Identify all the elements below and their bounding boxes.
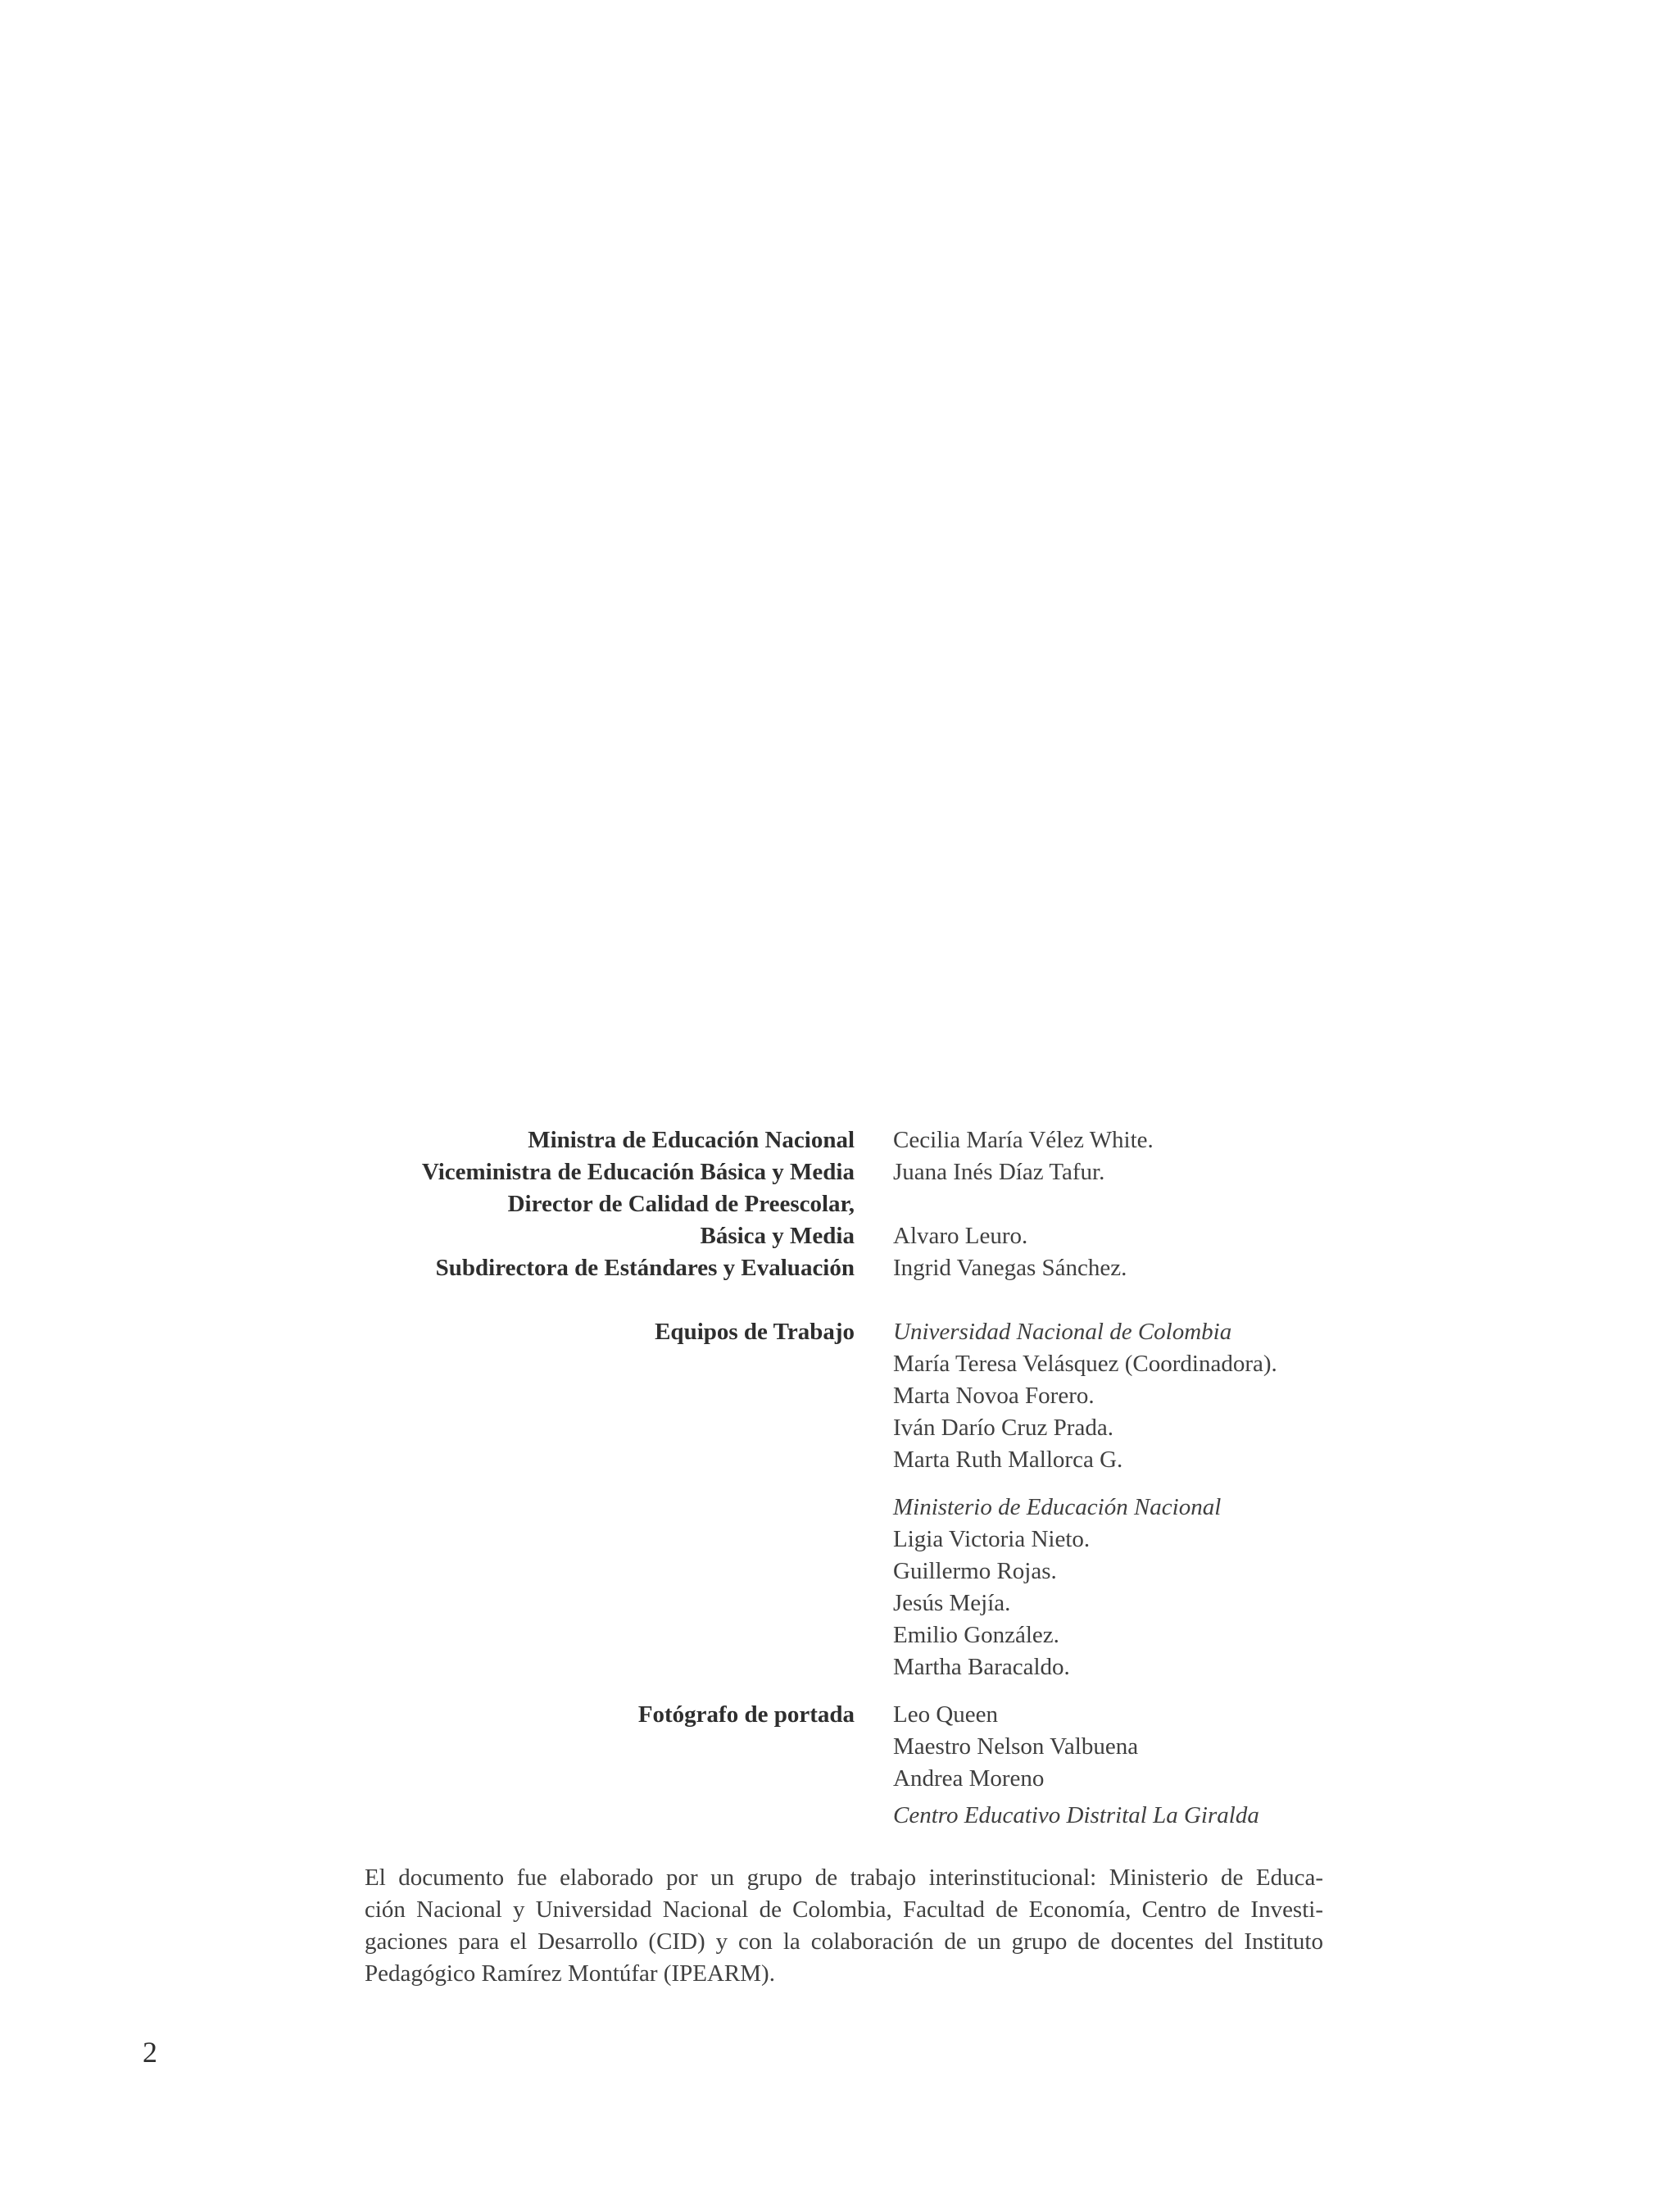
team-unal-member xyxy=(0,1380,1678,1412)
document-note-paragraph xyxy=(365,1862,1323,1990)
fotografo-name: Maestro Nelson Valbuena xyxy=(893,1733,1139,1760)
credit-row-director-line1 xyxy=(0,1188,1678,1220)
team-unal-member xyxy=(0,1444,1678,1476)
spacer xyxy=(0,1476,1678,1492)
spacer xyxy=(0,1284,1678,1316)
credit-row-director-line2 xyxy=(0,1220,1678,1252)
team-member-name: Jesús Mejía. xyxy=(893,1590,1011,1616)
team-men-member xyxy=(0,1619,1678,1651)
team-member-name: Guillermo Rojas. xyxy=(893,1558,1057,1584)
director-label-line1: Director de Calidad de Preescolar, xyxy=(507,1191,855,1217)
team-men-member xyxy=(0,1556,1678,1587)
team-member-name: Ligia Victoria Nieto. xyxy=(893,1526,1091,1552)
credit-row-equipos xyxy=(0,1316,1678,1348)
viceministra-name: Juana Inés Díaz Tafur. xyxy=(893,1159,1105,1185)
fotografo-institution-row xyxy=(0,1800,1678,1832)
team-men-header xyxy=(0,1492,1678,1524)
team-member-name: Marta Ruth Mallorca G. xyxy=(893,1447,1123,1473)
credit-row-ministra xyxy=(0,1124,1678,1156)
team-men-member xyxy=(0,1524,1678,1556)
team-member-name: Emilio González. xyxy=(893,1622,1059,1648)
fotografo-name: Andrea Moreno xyxy=(893,1765,1045,1792)
paragraph-line: El documento fue elaborado por un grupo de trabajo interinstitucional: Ministerio de Educa- xyxy=(365,1865,1323,1891)
ministra-name: Cecilia María Vélez White. xyxy=(893,1127,1154,1153)
team-member-name: María Teresa Velásquez (Coordinadora). xyxy=(893,1351,1277,1377)
paragraph-line: Pedagógico Ramírez Montúfar (IPEARM). xyxy=(365,1960,775,1987)
team-member-name: Martha Baracaldo. xyxy=(893,1654,1070,1680)
credits-block xyxy=(0,1124,1678,1832)
fotografo-name: Leo Queen xyxy=(893,1701,999,1728)
subdirectora-label: Subdirectora de Estándares y Evaluación xyxy=(435,1255,855,1281)
director-label-line2: Básica y Media xyxy=(700,1223,855,1249)
credit-row-viceministra xyxy=(0,1156,1678,1188)
equipos-label: Equipos de Trabajo xyxy=(655,1319,855,1345)
fotografo-label: Fotógrafo de portada xyxy=(637,1701,855,1728)
team-men-member xyxy=(0,1651,1678,1683)
paragraph-line: ción Nacional y Universidad Nacional de Colombia, Facultad de Economía, Centro de Investi- xyxy=(365,1896,1323,1923)
team-member-name: Iván Darío Cruz Prada. xyxy=(893,1415,1113,1441)
director-name: Alvaro Leuro. xyxy=(893,1223,1028,1249)
ministra-label: Ministra de Educación Nacional xyxy=(528,1127,855,1153)
team-unal-institution: Universidad Nacional de Colombia xyxy=(893,1319,1232,1345)
team-unal-member xyxy=(0,1348,1678,1380)
team-men-member xyxy=(0,1587,1678,1619)
fotografo-institution: Centro Educativo Distrital La Giralda xyxy=(893,1802,1259,1828)
page-number: 2 xyxy=(143,2036,157,2069)
viceministra-label: Viceministra de Educación Básica y Media xyxy=(421,1159,855,1185)
fotografo-row xyxy=(0,1763,1678,1795)
team-unal-member xyxy=(0,1412,1678,1444)
credit-row-fotografo xyxy=(0,1699,1678,1731)
subdirectora-name: Ingrid Vanegas Sánchez. xyxy=(893,1255,1127,1281)
fotografo-row xyxy=(0,1731,1678,1763)
spacer xyxy=(0,1683,1678,1699)
paragraph-line: gaciones para el Desarrollo (CID) y con la colaboración de un grupo de docentes del Instituto xyxy=(365,1928,1323,1955)
team-men-institution: Ministerio de Educación Nacional xyxy=(893,1494,1222,1520)
team-member-name: Marta Novoa Forero. xyxy=(893,1383,1095,1409)
credit-row-subdirectora xyxy=(0,1252,1678,1284)
